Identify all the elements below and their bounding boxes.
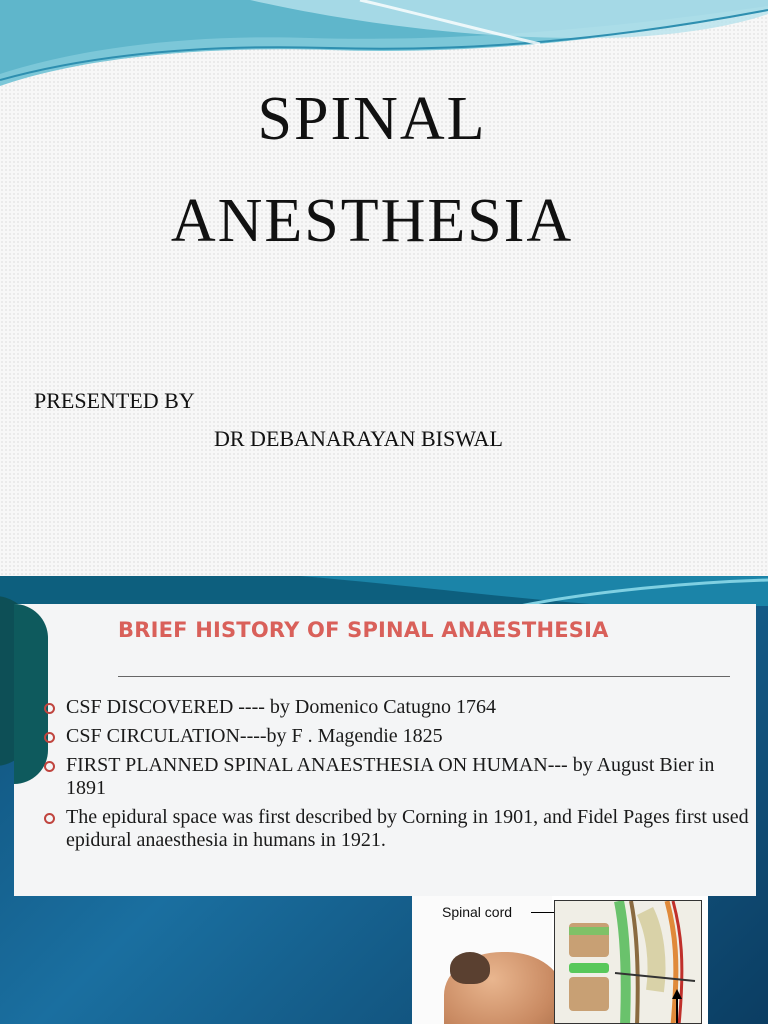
figure-label: Spinal cord [442, 904, 513, 920]
history-image-panel [14, 604, 756, 896]
list-item: The epidural space was first described by Corning in 1901, and Fidel Pages first used epidural anaesthesia in humans in 1921. [34, 806, 750, 852]
presenter-name: DR DEBANARAYAN BISWAL [214, 426, 503, 451]
history-list [34, 696, 750, 858]
bullet-icon [44, 761, 55, 772]
list-item: FIRST PLANNED SPINAL ANAESTHESIA ON HUMAN--- by August Bier in 1891 [34, 754, 750, 800]
list-item: CSF DISCOVERED ---- by Domenico Catugno 1764 [34, 696, 750, 719]
presented-by-label: PRESENTED BY [34, 388, 195, 413]
spine-drawing [555, 901, 702, 1024]
patient-head-image [450, 952, 490, 984]
decorative-band [0, 576, 768, 606]
spine-illustration [554, 900, 702, 1024]
list-item: CSF CIRCULATION----by F . Magendie 1825 [34, 725, 750, 748]
bullet-icon [44, 732, 55, 743]
divider [118, 676, 730, 677]
title-line-2: ANESTHESIA [170, 187, 574, 255]
spinal-figure [412, 896, 708, 1024]
bullet-icon [44, 703, 55, 714]
title-line-1: SPINAL [257, 85, 487, 153]
bullet-icon [44, 813, 55, 824]
history-heading: BRIEF HISTORY OF SPINAL ANAESTHESIA [118, 618, 609, 642]
history-slide [0, 576, 768, 1024]
